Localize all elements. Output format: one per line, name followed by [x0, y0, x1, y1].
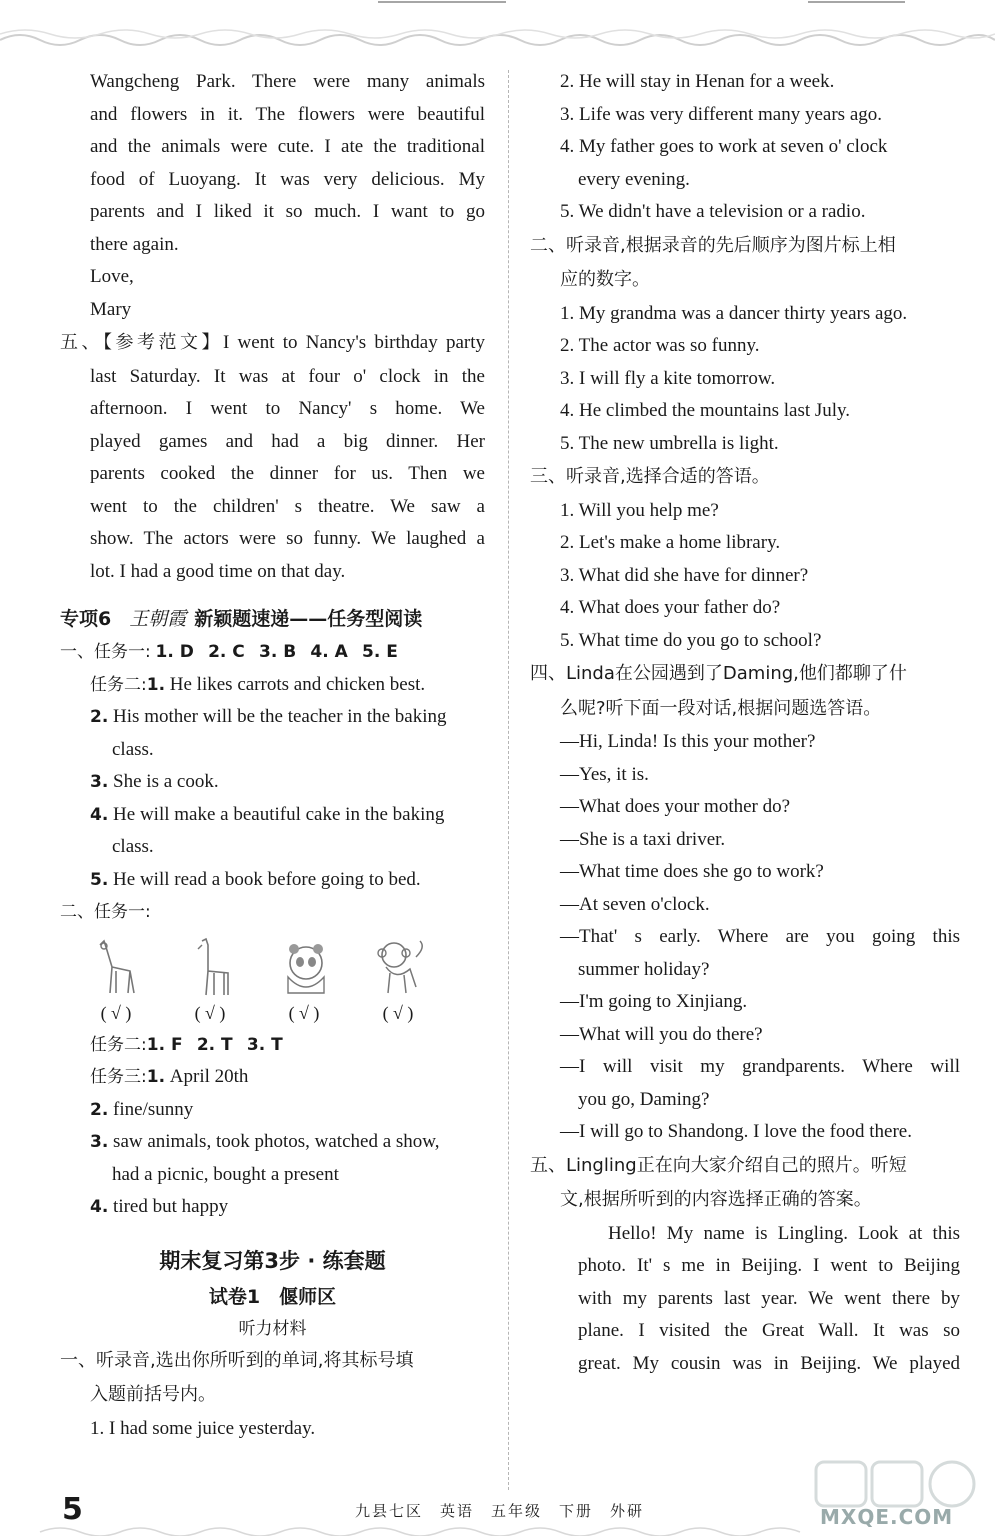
answer-line: 任务三:1. April 20th: [90, 1066, 249, 1087]
text-line: food of Luoyang. It was very delicious. My: [90, 168, 485, 190]
text-line: played games and had a big dinner. Her: [90, 430, 485, 452]
answer: 1. D: [155, 642, 194, 662]
text-line: and flowers in it. The flowers were beautiful: [90, 103, 485, 125]
text-line: there again.: [90, 233, 179, 255]
dialog-line: summer holiday?: [578, 958, 710, 980]
left-column: [60, 66, 485, 1445]
text-line: show. The actors were so funny. We laughed a: [90, 528, 485, 549]
task1-answers: 一、任务一: 1. D 2. C 3. B 4. A 5. E: [60, 642, 398, 662]
dialog-line: —What will you do there?: [560, 1023, 763, 1045]
question-label: 二、听录音,根据录音的先后顺序为图片标上相: [530, 234, 896, 256]
question-label: 三、听录音,选择合适的答语。: [530, 466, 770, 487]
right-column: [530, 66, 960, 1380]
answer-line: 任务二:1. He likes carrots and chicken best.: [90, 673, 426, 695]
question-label: 应的数字。: [560, 269, 650, 290]
list-item: 5. We didn't have a television or a radio.: [560, 201, 866, 222]
answer-line: 4. He will make a beautiful cake in the baking: [90, 803, 445, 825]
check-answers: [60, 997, 485, 1029]
monkey-icon: [372, 937, 428, 997]
check-mark: ( √ ): [100, 1002, 132, 1023]
list-item: 1. I had some juice yesterday.: [90, 1417, 316, 1439]
giraffe-icon: [90, 937, 146, 997]
dialog-line: —At seven o'clock.: [560, 893, 710, 915]
list-item: 1. My grandma was a dancer thirty years ago.: [560, 302, 908, 324]
answer: 3. T: [246, 1034, 283, 1055]
text-line: great. My cousin was in Beijing. We played: [578, 1352, 960, 1374]
listening-title: 听力材料: [238, 1318, 307, 1339]
text-line: with my parents last year. We went there by: [578, 1287, 960, 1309]
sample-essay: [60, 326, 485, 588]
check-mark: ( √ ): [288, 1002, 320, 1023]
answer: 1. F: [146, 1034, 183, 1055]
part2-task2-answers: 任务二:1. F 2. T 3. T: [90, 1034, 283, 1055]
answer-line: 4. tired but happy: [90, 1196, 229, 1217]
list-item: 1. Will you help me?: [560, 499, 719, 521]
question-label: 五、Lingling正在向大家介绍自己的照片。听短: [530, 1154, 907, 1176]
question-label: 文,根据所听到的内容选择正确的答案。: [560, 1189, 872, 1210]
text-line: afternoon. I went to Nancy' s home. We: [90, 398, 485, 419]
brand-logo: 王朝霞: [129, 608, 187, 630]
question-label: 么呢?听下面一段对话,根据问题选答语。: [560, 697, 882, 719]
list-item: 4. My father goes to work at seven o' clock: [560, 136, 888, 157]
dialog-line: —That' s early. Where are you going this: [560, 926, 960, 947]
text-line: Hello! My name is Lingling. Look at this: [608, 1222, 960, 1244]
answer-line: class.: [112, 836, 154, 857]
dialog-line: —I'm going to Xinjiang.: [560, 991, 748, 1012]
answer-line: 2. fine/sunny: [90, 1098, 194, 1120]
text-line: lot. I had a good time on that day.: [90, 560, 346, 582]
dialog-line: —Hi, Linda! Is this your mother?: [560, 731, 816, 752]
dialog-line: —I will visit my grandparents. Where will: [560, 1056, 960, 1077]
check-mark: ( √ ): [194, 1002, 226, 1023]
answer: 2. C: [208, 642, 245, 662]
text-line: parents cooked the dinner for us. Then we: [90, 463, 485, 484]
footer-text: 九县七区 英语 五年级 下册 外研: [355, 1502, 645, 1520]
answer-line: 5. He will read a book before going to bed.: [90, 868, 421, 890]
special-topic-heading: 专项6 王朝霞 新颖题速递——任务型阅读: [60, 608, 423, 630]
list-item: 5. What time do you go to school?: [560, 629, 822, 651]
text-line: last Saturday. It was at four o' clock in the: [90, 365, 485, 387]
dialog-line: —She is a taxi driver.: [560, 828, 726, 850]
answer-line: class.: [112, 738, 154, 760]
answer: 2. T: [196, 1034, 233, 1055]
watermark-text: MXQE.COM: [820, 1505, 954, 1529]
text-line: photo. It' s me in Beijing. I went to Beijing: [578, 1255, 960, 1276]
list-item: 2. The actor was so funny.: [560, 335, 760, 356]
list-item: every evening.: [578, 168, 690, 190]
answer-line: had a picnic, bought a present: [112, 1163, 339, 1185]
section-label: 五、【参考范文】: [60, 332, 223, 353]
page-number: 5: [62, 1492, 83, 1527]
paper-title: 试卷1 偃师区: [208, 1285, 337, 1308]
list-item: 4. He climbed the mountains last July.: [560, 400, 851, 421]
question-label: 入题前括号内。: [90, 1384, 216, 1405]
list-item: 2. He will stay in Henan for a week.: [560, 71, 835, 92]
text-line: 五、【参考范文】I went to Nancy's birthday party: [60, 332, 485, 353]
dialog-line: —Yes, it is.: [560, 763, 649, 785]
list-item: 4. What does your father do?: [560, 597, 781, 618]
top-decorative-border: [0, 0, 995, 60]
text-line: plane. I visited the Great Wall. It was so: [578, 1320, 960, 1341]
dialog-line: —What does your mother do?: [560, 796, 791, 817]
answer-line: 3. She is a cook.: [90, 771, 219, 792]
question-label: 一、听录音,选出你所听到的单词,将其标号填: [60, 1349, 414, 1371]
review-title: 期末复习第3步 · 练套题: [159, 1248, 386, 1273]
list-item: 5. The new umbrella is light.: [560, 432, 779, 454]
panda-icon: [278, 937, 334, 997]
dialog-line: —I will go to Shandong. I love the food there.: [560, 1121, 912, 1142]
part2-task3-answers: [60, 1061, 485, 1224]
list-item: 3. What did she have for dinner?: [560, 564, 809, 586]
llama-icon: [184, 937, 240, 997]
answer: 5. E: [362, 642, 398, 662]
text-line: went to the children' s theatre. We saw a: [90, 495, 485, 517]
column-divider: [508, 70, 509, 1490]
text-line: parents and I liked it so much. I want to go: [90, 201, 485, 222]
answer: 3. B: [259, 642, 297, 662]
question-label: 四、Linda在公园遇到了Daming,他们都聊了什: [530, 663, 907, 684]
letter-body: [60, 66, 485, 326]
letter-signature: Mary: [90, 298, 132, 320]
answer-line: 2. His mother will be the teacher in the baking: [90, 706, 447, 727]
answer-line: 3. saw animals, took photos, watched a show,: [90, 1131, 440, 1152]
text-line: and the animals were cute. I ate the traditional: [90, 136, 485, 157]
task2-answers: [60, 669, 485, 897]
list-item: 3. I will fly a kite tomorrow.: [560, 367, 776, 389]
text-line: Wangcheng Park. There were many animals: [90, 71, 485, 92]
letter-closing: Love,: [90, 266, 134, 287]
answer: 4. A: [310, 642, 348, 662]
list-item: 3. Life was very different many years ago.: [560, 103, 882, 125]
dialog-line: you go, Daming?: [578, 1088, 710, 1110]
list-item: 2. Let's make a home library.: [560, 532, 781, 553]
animal-pictures: [60, 929, 485, 997]
dialog-line: —What time does she go to work?: [560, 861, 824, 882]
check-mark: ( √ ): [382, 1002, 414, 1023]
part2-label: 二、任务一:: [60, 902, 151, 922]
